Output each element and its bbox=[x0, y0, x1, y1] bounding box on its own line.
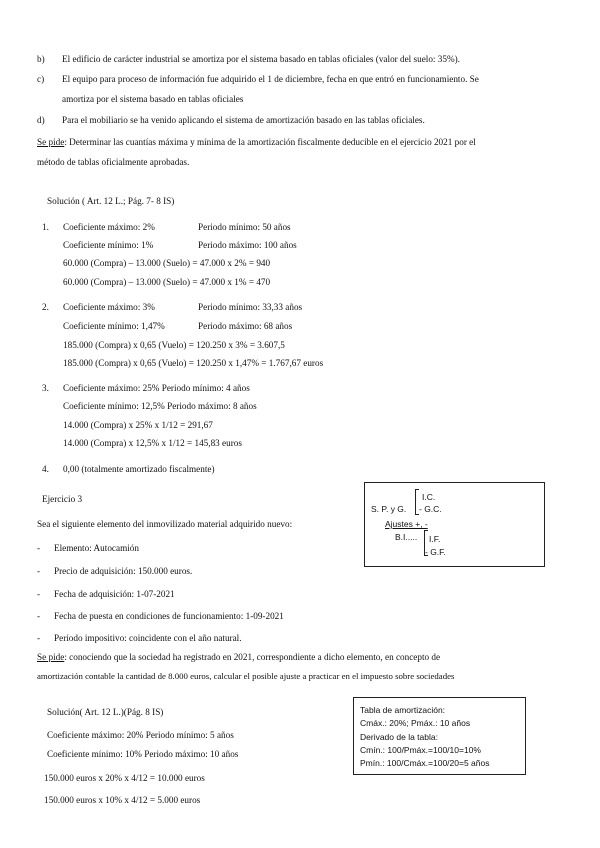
s1-item1-num: 1. bbox=[42, 222, 49, 232]
s1-item3-l1a: Coeficiente máximo: 25% Periodo mínimo: 4 años bbox=[63, 383, 250, 393]
scheme-gf: - G.F. bbox=[425, 547, 446, 557]
bullet-marker: - bbox=[37, 611, 41, 621]
sepide-1 bbox=[37, 136, 476, 148]
scheme-ic: I.C. bbox=[422, 492, 436, 502]
s1-item1-l2b: Periodo máximo: 100 años bbox=[198, 240, 297, 250]
s2-l3: 150.000 euros x 20% x 4/12 = 10.000 euros bbox=[44, 773, 205, 783]
scheme-gc: - G.C. bbox=[419, 504, 442, 514]
bullet-elemento: Elemento: Autocamión bbox=[54, 543, 139, 553]
bullet-fecha-adquisicion: Fecha de adquisición: 1-07-2021 bbox=[54, 589, 175, 599]
s2-l2: Coeficiente mínimo: 10% Periodo máximo: 10 años bbox=[47, 749, 239, 759]
sepide-label: Se pide bbox=[37, 137, 65, 147]
ej3-sepide-text-1: : conociendo que la sociedad ha registrado en 2021, correspondiente a dicho elemento, en concepto de bbox=[64, 652, 441, 662]
s1-item3-num: 3. bbox=[42, 383, 49, 393]
s1-item2-l2b: Periodo máximo: 68 años bbox=[198, 321, 293, 331]
tabla-l4: Cmín.: 100/Pmáx.=100/10=10% bbox=[360, 745, 481, 755]
s1-item4-num: 4. bbox=[42, 464, 49, 474]
scheme-spyg: S. P. y G. bbox=[371, 504, 407, 514]
bullet-marker: - bbox=[37, 543, 41, 553]
item-b-text: El edificio de carácter industrial se amortiza por el sistema basado en tablas oficiales (valor del suelo: 35%). bbox=[62, 54, 460, 64]
s1-item4-text: 0,00 (totalmente amortizado fiscalmente) bbox=[63, 464, 215, 474]
bullet-periodo: Período impositivo: coincidente con el año natural. bbox=[54, 633, 242, 643]
tabla-l1: Tabla de amortización: bbox=[360, 705, 446, 715]
s1-item2-l4: 185.000 (Compra) x 0,65 (Vuelo) = 120.250 x 1,47% = 1.767,67 euros bbox=[63, 358, 324, 368]
bullet-marker: - bbox=[37, 633, 41, 643]
s1-item1-l4: 60.000 (Compra) – 13.000 (Suelo) = 47.000 x 1% = 470 bbox=[63, 277, 271, 287]
s1-item2-l1a: Coeficiente máximo: 3% bbox=[63, 302, 155, 312]
scheme-if: I.F. bbox=[429, 534, 441, 544]
scheme-bi: B.I..... bbox=[395, 532, 418, 542]
solucion2-title: Solución( Art. 12 L.)(Pág. 8 IS) bbox=[47, 707, 164, 717]
item-c-text-1: El equipo para proceso de información fue adquirido el 1 de diciembre, fecha en que entró en funcionamiento. Se bbox=[62, 74, 479, 84]
s1-item1-l2a: Coeficiente mínimo: 1% bbox=[63, 240, 154, 250]
s1-item1-l1a: Coeficiente máximo: 2% bbox=[63, 222, 155, 232]
s1-item2-num: 2. bbox=[42, 302, 49, 312]
ejercicio3-title: Ejercicio 3 bbox=[42, 494, 83, 504]
s1-item3-l3: 14.000 (Compra) x 25% x 1/12 = 291,67 bbox=[63, 420, 213, 430]
s1-item3-l2a: Coeficiente mínimo: 12,5% Periodo máximo: 8 años bbox=[63, 401, 257, 411]
scheme-ajustes: Ajustes +, - bbox=[385, 519, 428, 529]
scheme-box bbox=[364, 482, 545, 567]
ejercicio3-intro: Sea el siguiente elemento del inmovilizado material adquirido nuevo: bbox=[37, 519, 293, 529]
tabla-l2: Cmáx.: 20%; Pmáx.: 10 años bbox=[360, 718, 471, 728]
solucion1-title: Solución ( Art. 12 L.; Pág. 7- 8 IS) bbox=[47, 196, 175, 206]
ej3-sepide-text-2: amortización contable la cantidad de 8.000 euros, calcular el posible ajuste a practicar en el impuesto sobre sociedades bbox=[37, 671, 455, 681]
s1-item1-l3: 60.000 (Compra) – 13.000 (Suelo) = 47.000 x 2% = 940 bbox=[63, 258, 271, 268]
s1-item2-l3: 185.000 (Compra) x 0,65 (Vuelo) = 120.250 x 3% = 3.607,5 bbox=[63, 340, 285, 350]
bullet-marker: - bbox=[37, 566, 41, 576]
tabla-l5: Pmín.: 100/Cmáx.=100/20=5 años bbox=[360, 758, 490, 768]
s2-l4: 150.000 euros x 10% x 4/12 = 5.000 euros bbox=[44, 795, 201, 805]
ej3-sepide-1 bbox=[37, 651, 440, 663]
sepide-text-2: método de tablas oficialmente aprobadas. bbox=[37, 157, 190, 167]
s1-item1-l1b: Periodo mínimo: 50 años bbox=[198, 222, 291, 232]
s1-item2-l1b: Periodo mínimo: 33,33 años bbox=[198, 302, 303, 312]
item-c-text-2: amortiza por el sistema basado en tablas oficiales bbox=[62, 94, 244, 104]
bullet-marker: - bbox=[37, 589, 41, 599]
s2-l1: Coeficiente máximo: 20% Periodo mínimo: 5 años bbox=[47, 730, 234, 740]
item-c-marker: c) bbox=[37, 74, 45, 84]
tabla-l3: Derivado de la tabla: bbox=[360, 732, 438, 742]
bullet-precio: Precio de adquisición: 150.000 euros. bbox=[54, 566, 193, 576]
item-d-text: Para el mobiliario se ha venido aplicando el sistema de amortización basado en las tablas oficiales. bbox=[62, 115, 425, 125]
tabla-amortizacion-box bbox=[353, 697, 526, 775]
bullet-fecha-puesta: Fecha de puesta en condiciones de funcionamiento: 1-09-2021 bbox=[54, 611, 284, 621]
s1-item3-l4: 14.000 (Compra) x 12,5% x 1/12 = 145,83 euros bbox=[63, 438, 242, 448]
sepide-text-1: : Determinar las cuantías máxima y mínima de la amortización fiscalmente deducible en el ejercicio 2021 por el bbox=[64, 137, 476, 147]
ej3-sepide-label: Se pide bbox=[37, 652, 65, 662]
s1-item2-l2a: Coeficiente mínimo: 1,47% bbox=[63, 321, 165, 331]
item-b-marker: b) bbox=[37, 54, 45, 64]
item-d-marker: d) bbox=[37, 115, 45, 125]
